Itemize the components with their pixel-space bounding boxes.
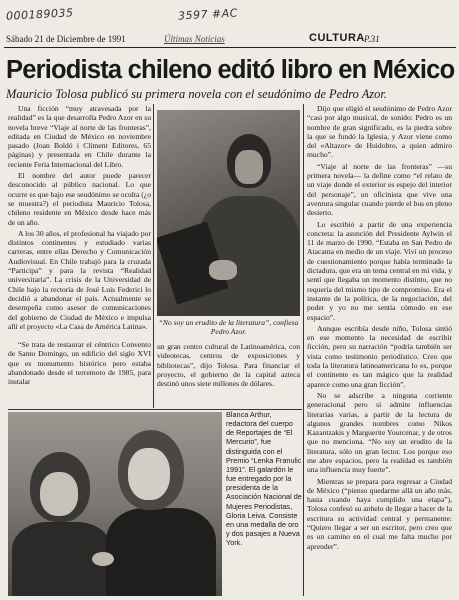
handwritten-code: 000189035 bbox=[5, 6, 74, 23]
article-subtitle: Mauricio Tolosa publicó su primera novela con el seudónimo de Pedro Azor. bbox=[6, 87, 387, 101]
header-date: Sábado 21 de Diciembre de 1991 bbox=[6, 34, 126, 44]
article-column-1 bbox=[8, 104, 151, 340]
article-title: Periodista chileno editó libro en México bbox=[6, 56, 455, 84]
paragraph: A los 30 años, el profesional ha viajado por distintos continentes y estudiado varias carreras, entre ellas Derecho y Comunicación Audiovisual. En Chile trabajó para la cruzada “Participa” y para la revista “Realidad universitaria”. La crisis de la Universidad de Chile bajo la rectoría de José Luis Federici lo decidió a abandonar el país. Actualmente se desempeña como asesor de comunicaciones del gobierno de Ciudad de México e impulsa allí el proyecto «La Casa de América Latina». bbox=[8, 228, 151, 331]
award-photo bbox=[8, 412, 222, 596]
paragraph: Dijo que eligió el seudónimo de Pedro Azor “casi por algo musical, de sonido: Pedro es un nombre de gran significado, es la piedra sobre la que se fundó la Iglesia, y Azor viene como del «Altazor» de Huidobro, a quien admiro mucho”. bbox=[307, 104, 452, 160]
author-photo-caption: “No soy un erudito de la literatura”, confiesa Pedro Azor. bbox=[158, 318, 299, 336]
paragraph: Una ficción “muy atravesada por la realidad” es la que desarrolla Pedro Azor en su novela breve “Viaje al norte de las fronteras”, editada en Ciudad de México en noviembre pasado (Joan Boldó i Climent Editores, 65 páginas) y presentada en Chile durante la reciente Feria Internacional del Libro. bbox=[8, 104, 151, 169]
paragraph: un gran centro cultural de Latinoamérica, con videotecas, centros de exposiciones y bibliotecas”, dijo Tolosa. Para financiar el proyecto, el gobierno de la capital azteca destinó unos siete millones de dólares. bbox=[157, 342, 300, 389]
paragraph: No se adscribe a ninguna corriente generacional pero sí admite influencias literarias varias, a partir de la lectura de algunos grandes nombres como Nikos Kazantzakis y Marguerite Yourcenar, y de otros que no menciona. “No soy un erudito de la literatura, sólo un gran lector. Los porque eso me abre espacios, pero la realidad es también una influencia muy fuerte”. bbox=[307, 390, 452, 475]
column-divider bbox=[153, 104, 154, 408]
article-column-1-cont bbox=[8, 340, 151, 408]
author-photo bbox=[157, 110, 300, 316]
article-column-3 bbox=[307, 104, 452, 594]
award-photo-caption: Blanca Arthur, redactora del cuerpo de Reportajes de “El Mercurio”, fue distinguida con el Premio “Lenka Franulic 1991”. El galardón le fue entregado por la presidenta de la Asociación Nacional de Mujeres Periodistas, Gloria Leiva. Consiste en una medalla de oro y dos pasajes a Nueva York. bbox=[226, 410, 302, 548]
header-section: CULTURA bbox=[309, 32, 365, 44]
header-page: P.31 bbox=[364, 34, 380, 44]
paragraph: Aunque escribía desde niño, Tolosa sintió en ese momento la necesidad de escribir ficción, pero su narración “podría también ser vista como testimonio periodístico. Creo que toda la literatura latinoamericana lo es, porque el continente es tan mágico que la realidad aparece como una gran ficción”. bbox=[307, 323, 452, 389]
paragraph: El nombre del autor puede parecer desconocido al público nacional. Lo que ocurre es que bajo ese seudónimo se oculta (¿o se muestra?) el periodista Mauricio Tolosa, chileno residente en México desde hace más de un año. bbox=[8, 171, 151, 227]
header-brand: Últimas Noticias bbox=[164, 34, 225, 44]
medal-shape bbox=[92, 552, 114, 566]
paragraph: Lo escribió a partir de una experiencia concreta: la asunción del Presidente Aylwin el 11 de marzo de 1990. “Estaba en San Pedro de Atacama en medio de un viaje. Viví un proceso de cuestionamiento porque había terminado la dictadura, que era un tema central en mi vida, y sentí que llegaba un momento distinto, que no requería del mismo tipo de compromiso. Era el instante de la política, de la negociación, del poder y yo no me sentía cómodo en ese espacio”. bbox=[307, 219, 452, 322]
page-header bbox=[4, 33, 456, 48]
column-divider bbox=[303, 104, 304, 596]
paragraph: “Se trata de restaurar el céntrico Convento de Santo Domingo, un edificio del siglo XVI que es monumento histórico pero estaba abandonado desde el terremoto de 1985, para instalar bbox=[8, 340, 151, 387]
article-column-2 bbox=[157, 342, 300, 408]
handwritten-ref: 3597 #AC bbox=[177, 6, 239, 23]
paragraph: “Viaje al norte de las fronteras” —su primera novela— la define como “el relato de un viaje donde el exterior es espejo del interior del personaje”, un oficinista que vive una aventura singular cuando pierde el bus en pleno desierto. bbox=[307, 161, 452, 218]
paragraph: Mientras se prepara para regresar a Ciudad de México (“pienso quedarme allá un año más, hasta cuando haya cumplido una etapa”), Tolosa confesó su anhelo de llegar a hacer de la escritura su actividad central y permanente: “Quiero llegar a ser un escritor, pero creo que es un camino en el cual me falta mucho por aprender”. bbox=[307, 476, 452, 551]
